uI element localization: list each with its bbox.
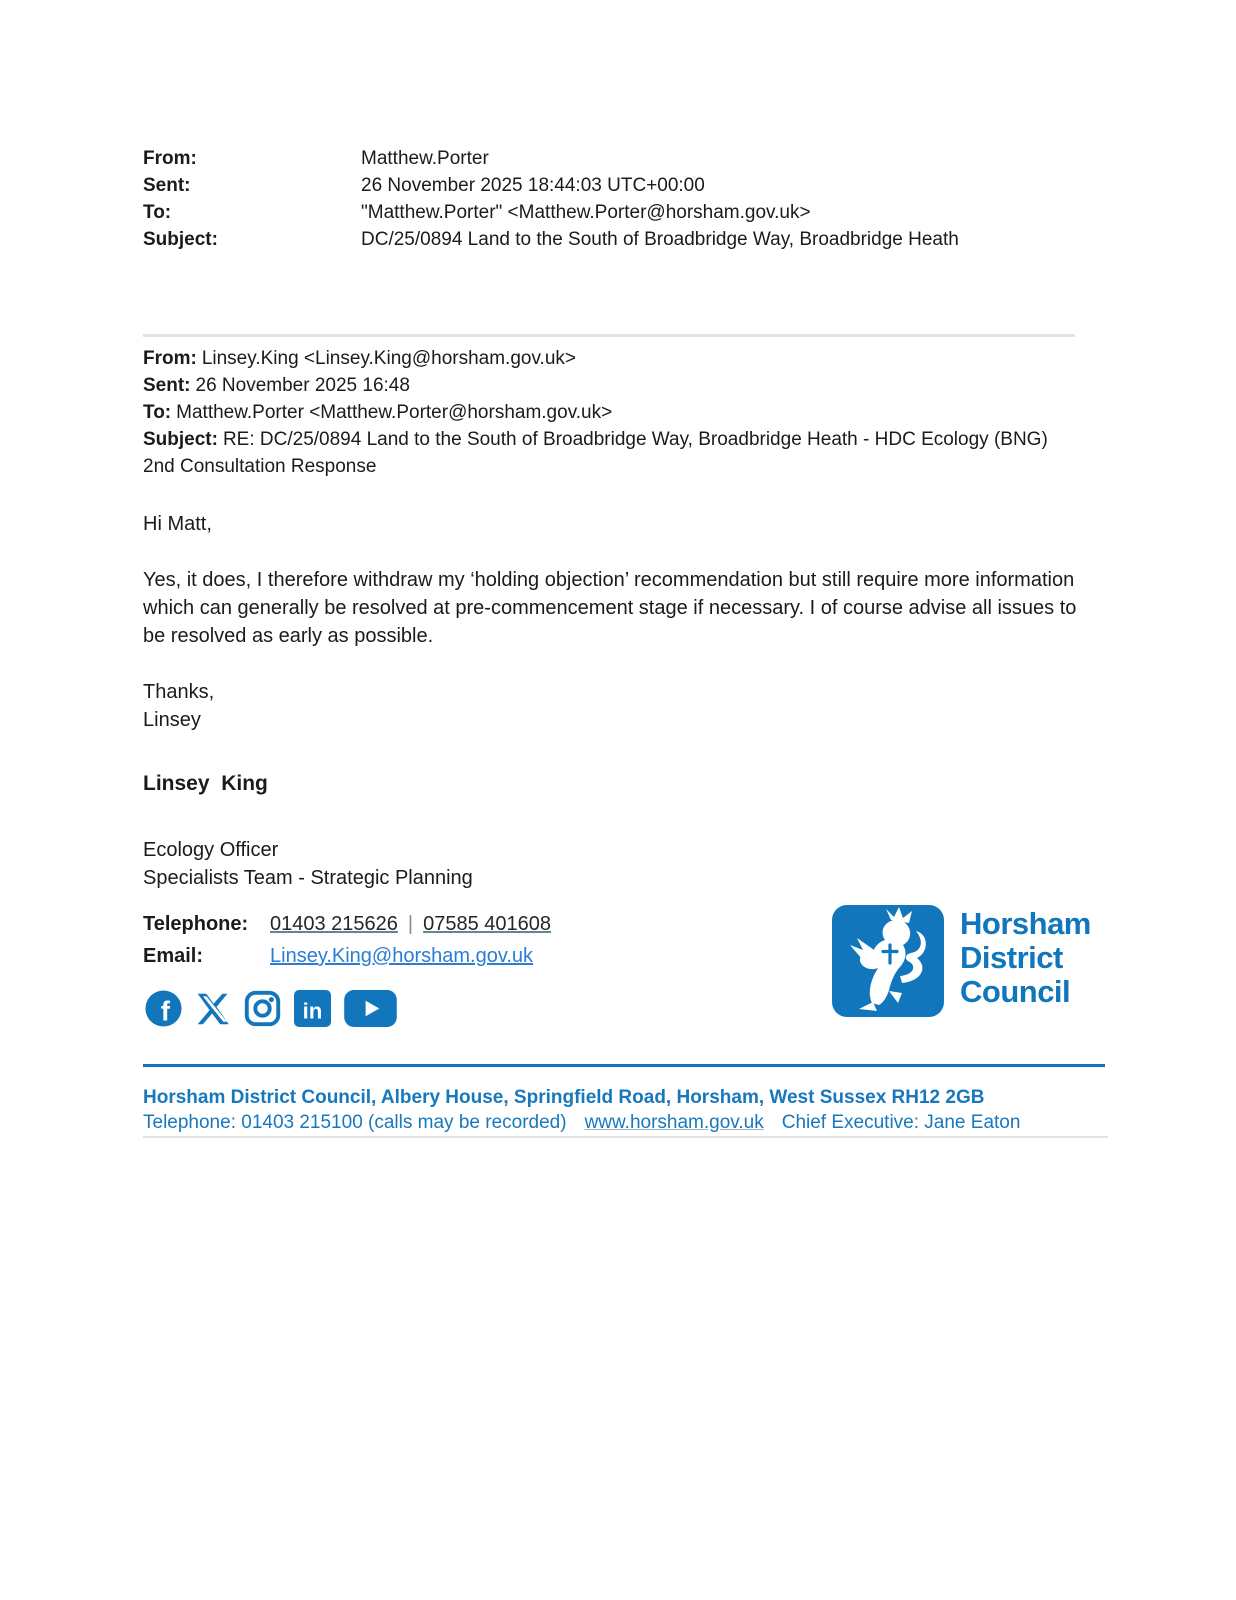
header-row-subject xyxy=(143,226,1093,253)
footer-address: Horsham District Council, Albery House, Springfield Road, Horsham, West Sussex RH12 2GB xyxy=(143,1087,985,1108)
quoted-sent-value: 26 November 2025 16:48 xyxy=(195,375,410,396)
quoted-to-label: To: xyxy=(143,402,172,423)
svg-text:f: f xyxy=(160,995,170,1027)
signature-contact xyxy=(143,908,551,972)
to-label: To: xyxy=(143,202,172,223)
message-header xyxy=(143,145,1093,253)
header-row-to xyxy=(143,199,1093,226)
quoted-from-value: Linsey.King <Linsey.King@horsham.gov.uk> xyxy=(201,348,576,369)
telephone-label: Telephone: xyxy=(143,913,249,935)
email-value xyxy=(270,940,551,972)
footer-gray-rule xyxy=(143,1136,1108,1138)
social-links xyxy=(145,990,397,1027)
youtube-icon[interactable] xyxy=(344,990,397,1027)
email-body xyxy=(143,510,1078,734)
footer-blue-rule xyxy=(143,1064,1105,1067)
quoted-subject-value: RE: DC/25/0894 Land to the South of Broadbridge Way, Broadbridge Heath - HDC Ecology (BNG) 2nd Consultation Response xyxy=(143,429,1048,477)
website-link[interactable]: www.horsham.gov.uk xyxy=(584,1112,764,1133)
signoff-name: Linsey xyxy=(143,709,201,731)
header-row-from xyxy=(143,145,1093,172)
header-row-sent xyxy=(143,172,1093,199)
logo-wordmark xyxy=(960,905,1091,1009)
phone-link-mobile[interactable]: 07585 401608 xyxy=(423,913,552,935)
logo-word-horsham: Horsham xyxy=(960,906,1091,941)
phone-link-primary[interactable]: 01403 215626 xyxy=(270,913,398,935)
email-label: Email: xyxy=(143,945,204,967)
sent-label: Sent: xyxy=(143,175,191,196)
quoted-from-label: From: xyxy=(143,348,197,369)
quoted-from-row xyxy=(143,345,1048,372)
telephone-values xyxy=(270,908,551,940)
signature-role xyxy=(143,836,473,892)
x-twitter-icon[interactable] xyxy=(195,991,231,1027)
quoted-subject-label: Subject: xyxy=(143,429,218,450)
telephone-row xyxy=(143,908,551,940)
quoted-sent-row xyxy=(143,372,1048,399)
lion-crest-icon xyxy=(832,905,944,1022)
subject-label: Subject: xyxy=(143,229,218,250)
horsham-logo xyxy=(832,905,1091,1022)
logo-word-district: District xyxy=(960,940,1063,975)
greeting: Hi Matt, xyxy=(143,513,212,535)
quoted-sent-label: Sent: xyxy=(143,375,191,396)
email-link[interactable]: Linsey.King@horsham.gov.uk xyxy=(270,945,534,967)
instagram-icon[interactable] xyxy=(244,990,281,1027)
logo-word-council: Council xyxy=(960,974,1071,1009)
quoted-subject-row xyxy=(143,426,1048,480)
footer-info xyxy=(143,1112,1103,1134)
svg-text:in: in xyxy=(302,998,323,1024)
signature-role-title: Ecology Officer xyxy=(143,839,279,861)
facebook-icon[interactable] xyxy=(145,990,182,1027)
quoted-message-header xyxy=(143,345,1048,480)
signature-name: Linsey King xyxy=(143,772,268,795)
signoff: Thanks, xyxy=(143,681,215,703)
quoted-to-value: Matthew.Porter <Matthew.Porter@horsham.gov.uk> xyxy=(176,402,613,423)
signature-role-team: Specialists Team - Strategic Planning xyxy=(143,867,473,889)
footer-telephone: Telephone: 01403 215100 (calls may be recorded) xyxy=(143,1112,567,1133)
linkedin-icon[interactable] xyxy=(294,990,331,1027)
sent-value: 26 November 2025 18:44:03 UTC+00:00 xyxy=(361,175,705,196)
to-value: "Matthew.Porter" <Matthew.Porter@horsham.gov.uk> xyxy=(361,202,811,223)
body-paragraph: Yes, it does, I therefore withdraw my ‘holding objection’ recommendation but still require more information which can generally be resolved at pre-commencement stage if necessary. I of course advise all issues to be resolved as early as possible. xyxy=(143,569,1077,647)
subject-value: DC/25/0894 Land to the South of Broadbridge Way, Broadbridge Heath xyxy=(361,229,959,250)
phone-separator: | xyxy=(407,913,414,935)
quoted-message-divider xyxy=(143,334,1075,337)
from-value: Matthew.Porter xyxy=(361,148,489,169)
from-label: From: xyxy=(143,148,197,169)
footer-chief-executive: Chief Executive: Jane Eaton xyxy=(781,1112,1021,1133)
email-row xyxy=(143,940,551,972)
quoted-to-row xyxy=(143,399,1048,426)
